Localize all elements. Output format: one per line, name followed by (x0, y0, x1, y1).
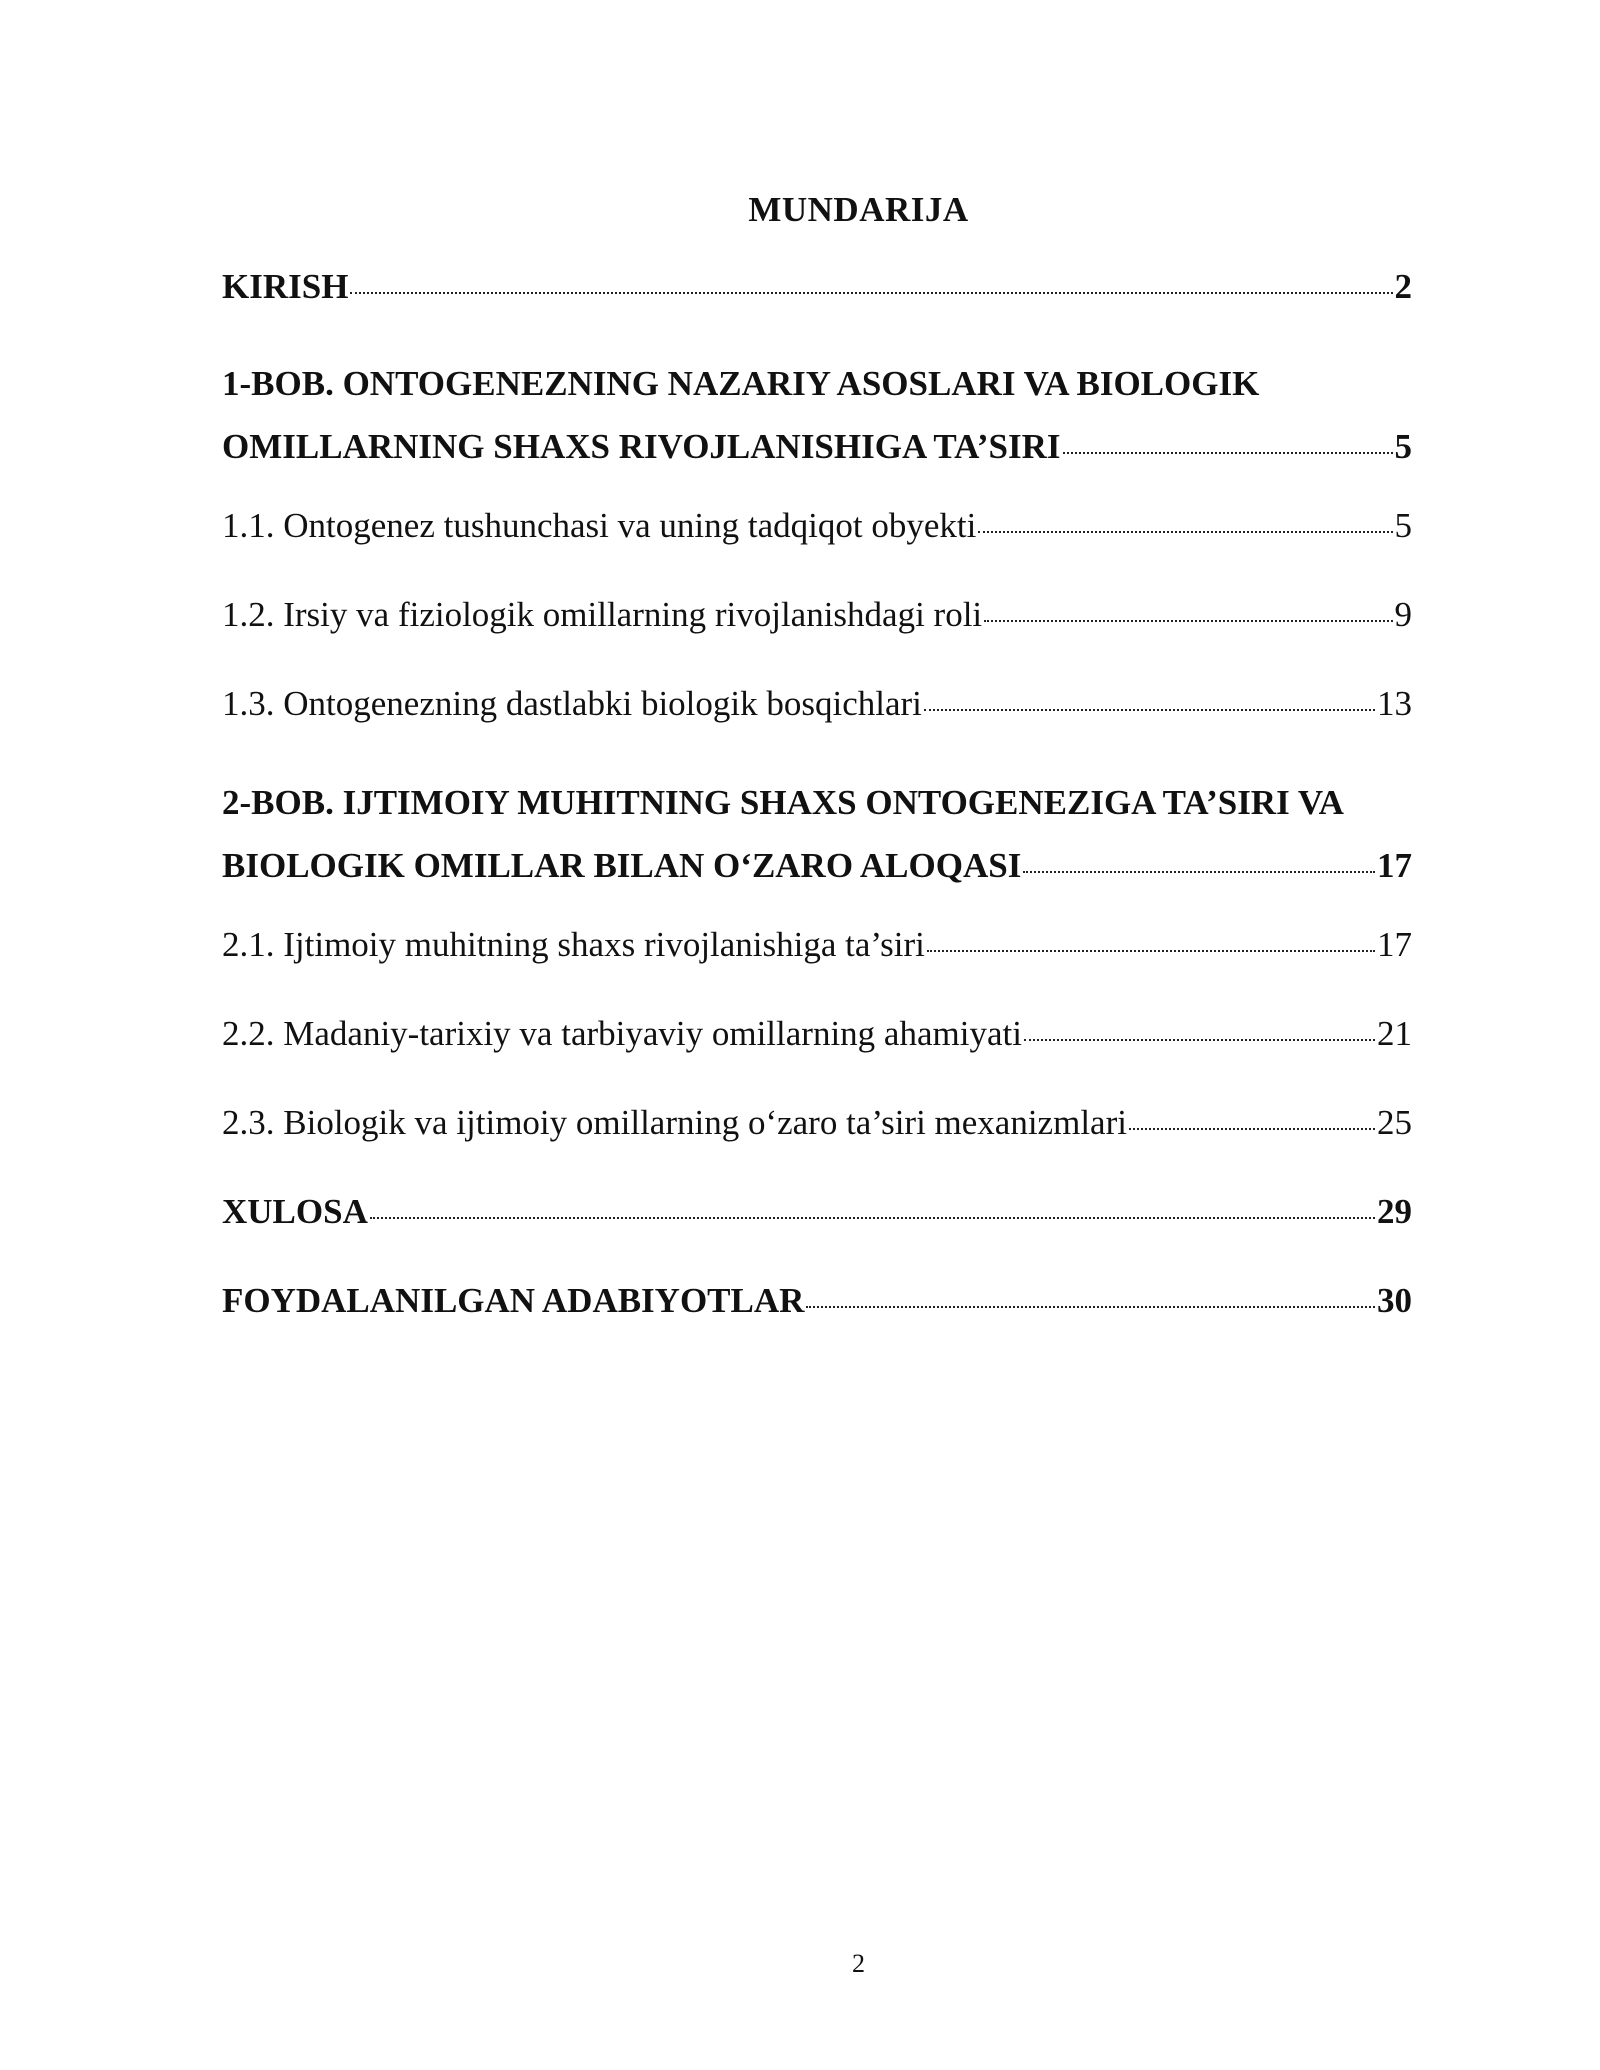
toc-entry-row (222, 1101, 1412, 1145)
dot-leader (1129, 1128, 1375, 1130)
toc-entry-page-number: 2 (1394, 267, 1412, 306)
toc-entry-row (222, 834, 1412, 897)
toc-entry-row (222, 1279, 1412, 1323)
toc-entry-page-number: 9 (1394, 595, 1412, 634)
toc-entry (222, 1190, 1412, 1234)
toc-entry-row (222, 415, 1412, 478)
dot-leader (350, 292, 1392, 294)
dot-leader (1024, 1039, 1375, 1041)
toc-entry-title: 1.2. Irsiy va fiziologik omillarning rivojlanishdagi roli (222, 595, 983, 634)
toc-entry-title: BIOLOGIK OMILLAR BILAN O‘ZARO ALOQASI (222, 846, 1022, 885)
toc-entry-row (222, 265, 1412, 309)
toc-entry-title: 1.3. Ontogenezning dastlabki biologik bosqichlari (222, 684, 922, 723)
toc-entry-title: FOYDALANILGAN ADABIYOTLAR (222, 1281, 805, 1320)
toc-entry-title: 1.1. Ontogenez tushunchasi va uning tadqiqot obyekti (222, 506, 977, 545)
toc-entry-row (222, 1012, 1412, 1056)
toc-entry (222, 352, 1412, 478)
toc-entry-page-number: 5 (1394, 427, 1412, 466)
toc-entry-title: 2.3. Biologik va ijtimoiy omillarning o‘zaro ta’siri mexanizmlari (222, 1103, 1127, 1142)
dot-leader (978, 531, 1392, 533)
toc-entry-page-number: 17 (1377, 846, 1412, 885)
toc-entry (222, 265, 1412, 309)
toc-entry (222, 682, 1412, 726)
dot-leader (927, 950, 1375, 952)
toc-entry-title: KIRISH (222, 267, 349, 306)
toc-entry (222, 1012, 1412, 1056)
toc-entry (222, 923, 1412, 967)
toc-entry-title: XULOSA (222, 1192, 368, 1231)
toc-title: MUNDARIJA (748, 190, 969, 229)
toc-entry-page-number: 25 (1377, 1103, 1412, 1142)
toc-entry-row (222, 923, 1412, 967)
toc-entry-page-number: 29 (1377, 1192, 1412, 1231)
toc-entry-page-number: 5 (1394, 506, 1412, 545)
toc-entry-page-number: 30 (1377, 1281, 1412, 1320)
dot-leader (984, 620, 1392, 622)
dot-leader (1063, 452, 1393, 454)
dot-leader (1023, 871, 1375, 873)
toc-entry (222, 771, 1412, 897)
toc-entry-row (222, 682, 1412, 726)
toc-entry-page-number: 17 (1377, 925, 1412, 964)
dot-leader (370, 1217, 1375, 1219)
toc-entry-row (222, 593, 1412, 637)
toc-entry (222, 1101, 1412, 1145)
page-number: 2 (852, 1949, 865, 1978)
toc-entry-title: OMILLARNING SHAXS RIVOJLANISHIGA TA’SIRI (222, 427, 1061, 466)
toc-entry (222, 1279, 1412, 1323)
toc-entry-row (222, 1190, 1412, 1234)
toc-entry-page-number: 13 (1377, 684, 1412, 723)
toc-entry-title: 2.1. Ijtimoiy muhitning shaxs rivojlanishiga ta’siri (222, 925, 925, 964)
toc-entry-page-number: 21 (1377, 1014, 1412, 1053)
dot-leader (924, 709, 1375, 711)
toc-entry-title-line: 2-BOB. IJTIMOIY MUHITNING SHAXS ONTOGENEZIGA TA’SIRI VA (222, 783, 1344, 822)
toc-entry (222, 593, 1412, 637)
toc-entry-title: 2.2. Madaniy-tarixiy va tarbiyaviy omillarning ahamiyati (222, 1014, 1022, 1053)
dot-leader (806, 1306, 1375, 1308)
toc-entry (222, 504, 1412, 548)
toc-entry-title-line: 1-BOB. ONTOGENEZNING NAZARIY ASOSLARI VA BIOLOGIK (222, 364, 1260, 403)
toc-entry-row (222, 504, 1412, 548)
